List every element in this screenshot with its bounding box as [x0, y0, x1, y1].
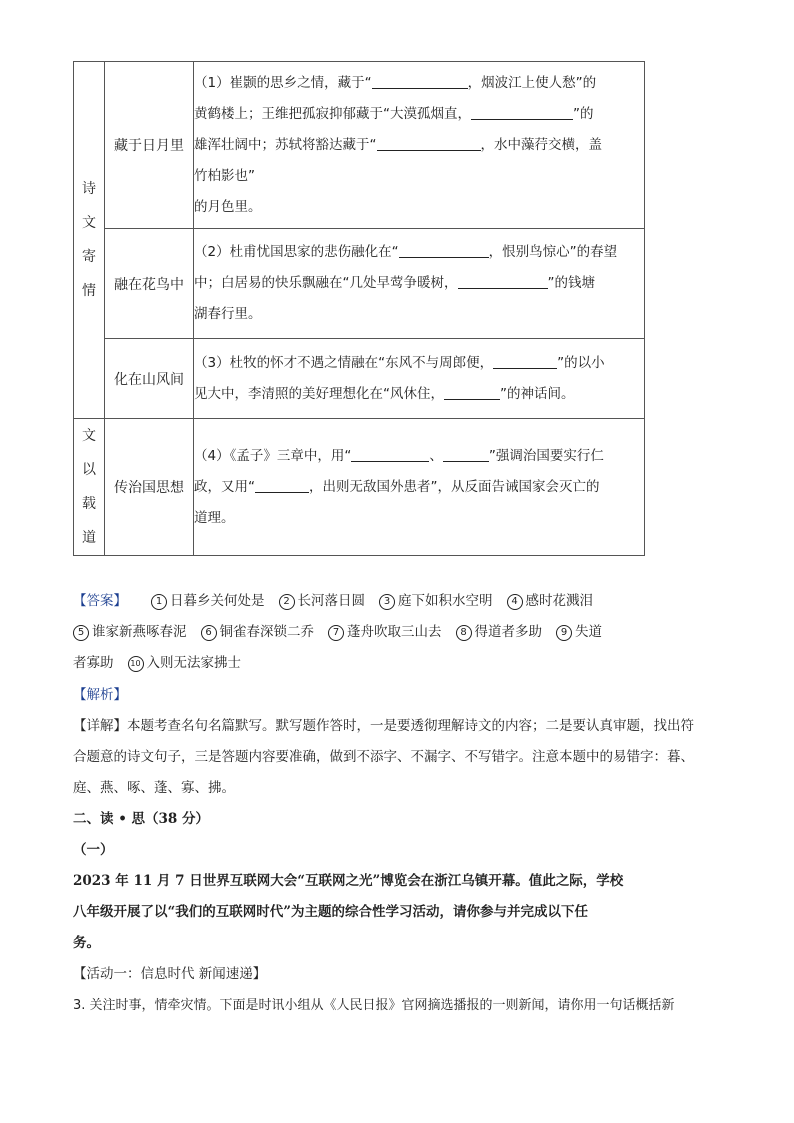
answer-section: 【答案】 1 日暮乡关何处是 2 长河落日圆 3 庭下如积水空明 4 感时花溅泪 5 谁家新燕啄春泥 6 铜雀春深锁二乔 7 蓬舟吹取三山去 8 得道者多助 9 失道 者寡助 10 入则无法家拂士 — [73, 593, 602, 671]
subcategory-cell: 传治国思想 — [105, 419, 194, 556]
question-cell-3: （3）杜牧的怀才不遇之情融在“东风不与周郎便， ”的以小 见大中，李清照的美好理想化在“风休住， ”的神话间。 — [194, 339, 645, 419]
table-row — [74, 229, 645, 339]
answer-blank — [377, 134, 481, 151]
category-char: 以 — [82, 462, 96, 478]
poetry-table — [73, 61, 645, 556]
circled-number: 4 — [507, 594, 523, 610]
detail-tag: 【详解】 — [73, 718, 127, 734]
answer-tag: 【答案】 — [73, 593, 127, 609]
table-row — [74, 339, 645, 419]
answer-blank — [255, 476, 309, 493]
circled-number: 8 — [456, 625, 472, 641]
answer-blank — [458, 272, 548, 289]
category-char: 文 — [82, 215, 96, 231]
analysis-tag: 【解析】 — [73, 687, 127, 703]
subcategory-cell: 融在花鸟中 — [105, 229, 194, 339]
answer-blank — [493, 352, 557, 369]
subcategory-cell: 藏于日月里 — [105, 62, 194, 229]
circled-number: 2 — [279, 594, 295, 610]
category-cell-shiwenjiqing — [74, 62, 105, 419]
answer-blank — [471, 103, 573, 120]
section-subheading: （一） — [73, 842, 114, 858]
category-char: 诗 — [82, 181, 96, 197]
category-char: 情 — [82, 283, 96, 299]
question-cell-4: （4）《孟子》三章中，用“ 、 ”强调治国要实行仁 政，又用“ ，出则无敌国外患者”，从反面告诫国家会灭亡的 道理。 — [194, 419, 645, 556]
reading-section: 二、读 • 思（38 分） （一） 2023 年 11 月 7 日世界互联网大会“互联网之光”博览会在浙江乌镇开幕。值此之际，学校 八年级开展了以“我们的互联网时代”为主题的综合性学习活动，请你参与并完成以下任 务。 【活动一：信息时代 新闻速递】 3. 关注时事，情牵灾情。下面是时讯小组从《人民日报》官网摘选播报的一则新闻，请你用一句话概括新 — [73, 804, 723, 1021]
table-row — [74, 419, 645, 556]
question-cell-1: （1）崔颢的思乡之情，藏于“ ，烟波江上使人愁”的 黄鹤楼上；王维把孤寂抑郁藏于“大漠孤烟直， ”的 雄浑壮阔中；苏轼将豁达藏于“ ，水中藻荇交横，盖 竹柏影也” 的月色里。 — [194, 62, 645, 229]
category-char: 载 — [82, 496, 96, 512]
answer-blank — [444, 383, 500, 400]
category-char: 文 — [82, 428, 96, 444]
circled-number: 1 — [151, 594, 167, 610]
answer-blank — [443, 445, 489, 462]
circled-number: 7 — [328, 625, 344, 641]
answer-blank — [372, 72, 468, 89]
category-char: 寄 — [82, 249, 96, 265]
answer-blank — [351, 445, 429, 462]
question-3: 3. 关注时事，情牵灾情。下面是时讯小组从《人民日报》官网摘选播报的一则新闻，请你用一句话概括新 — [73, 998, 675, 1013]
analysis-section: 【解析】 【详解】本题考查名句名篇默写。默写题作答时，一是要透彻理解诗文的内容；二是要认真审题，找出符 合题意的诗文句子，三是答题内容要准确，做到不添字、不漏字、不写错字。注意本题中的易错字：暮、 庭、燕、啄、蓬、寡、拂。 — [73, 680, 723, 804]
activity-title: 【活动一：信息时代 新闻速递】 — [73, 966, 267, 982]
subcategory-cell: 化在山风间 — [105, 339, 194, 419]
question-cell-2: （2）杜甫忧国思家的悲伤融化在“ ，恨别鸟惊心”的春望 中；白居易的快乐飘融在“几处早莺争暖树， ”的钱塘 湖春行里。 — [194, 229, 645, 339]
answer-blank — [399, 241, 489, 258]
circled-number: 6 — [201, 625, 217, 641]
section-heading: 二、读 • 思（38 分） — [73, 811, 210, 827]
circled-number: 3 — [379, 594, 395, 610]
table-row — [74, 62, 645, 229]
category-char: 道 — [82, 530, 96, 546]
circled-number: 9 — [556, 625, 572, 641]
circled-number: 5 — [73, 625, 89, 641]
circled-number: 10 — [128, 656, 144, 672]
category-cell-wenyizaidao — [74, 419, 105, 556]
